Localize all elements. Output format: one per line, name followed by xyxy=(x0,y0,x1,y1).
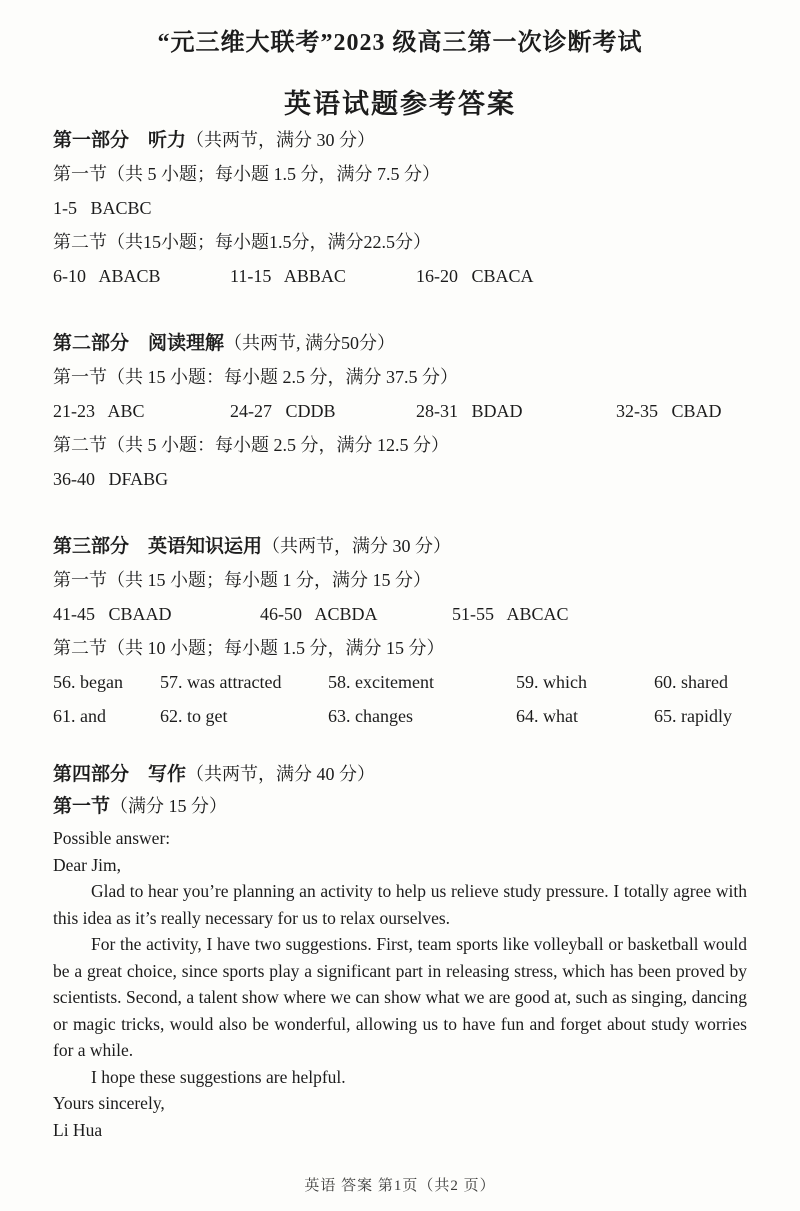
answer-item: 57. was attracted xyxy=(160,672,282,692)
answer-group: 36-40 DFABG xyxy=(53,469,169,489)
essay-signature: Li Hua xyxy=(53,1120,103,1140)
subsection-label xyxy=(53,791,747,821)
essay-closing-line: I hope these suggestions are helpful. xyxy=(91,1066,346,1087)
subsection-label-bold: 第一节 xyxy=(53,796,111,817)
section-heading-rest: （共两节，满分 30 分） xyxy=(262,536,452,556)
answer-group: 24-27 CDDB xyxy=(230,401,336,421)
section-heading xyxy=(53,529,747,563)
essay-label: Possible answer: xyxy=(53,828,171,848)
answer-group: 32-35 CBAD xyxy=(616,401,722,421)
answer-item: 63. changes xyxy=(328,706,413,726)
subsection-label-rest: （满分 15 分） xyxy=(110,796,228,816)
section-heading xyxy=(53,326,747,360)
section-heading-bold: 第一部分 听力 xyxy=(53,130,187,151)
answer-row xyxy=(53,259,747,293)
section-reading xyxy=(53,326,747,496)
subsection-label: 第二节（共15小题；每小题1.5分，满分22.5分） xyxy=(53,232,431,252)
answer-item: 59. which xyxy=(516,672,587,692)
answer-group: 51-55 ABCAC xyxy=(452,604,569,624)
answer-group: 16-20 CBACA xyxy=(416,266,534,286)
answer-item: 65. rapidly xyxy=(654,706,732,726)
subsection-label: 第一节（共 5 小题；每小题 1.5 分，满分 7.5 分） xyxy=(53,164,440,184)
answer-item: 61. and xyxy=(53,706,106,726)
section-heading-rest: （共两节，满分 40 分） xyxy=(186,764,376,784)
section-heading-rest: （共两节, 满分50分） xyxy=(224,333,396,353)
answer-group: 11-15 ABBAC xyxy=(230,266,346,286)
subsection-label: 第一节（共 15 小题；每小题 1 分，满分 15 分） xyxy=(53,570,431,590)
page-footer: 英语 答案 第1页（共2 页） xyxy=(304,1178,496,1194)
answer-group: 28-31 BDAD xyxy=(416,401,523,421)
essay-paragraph-1: Glad to hear you’re planning an activity to help us relieve study pressure. I totally agree with this idea as it’s really necessary for us to relax ourselves. xyxy=(53,881,747,928)
section-language-use xyxy=(53,529,747,733)
essay-signoff: Yours sincerely, xyxy=(53,1093,165,1113)
answer-group: 41-45 CBAAD xyxy=(53,604,172,624)
section-writing xyxy=(53,757,747,1144)
section-heading xyxy=(53,757,747,791)
answer-row xyxy=(53,462,747,496)
section-heading-bold: 第三部分 英语知识运用 xyxy=(53,536,263,557)
answer-row xyxy=(53,597,747,631)
answer-group: 46-50 ACBDA xyxy=(260,604,378,624)
essay-salutation: Dear Jim, xyxy=(53,854,122,875)
answer-group: 6-10 ABACB xyxy=(53,266,161,286)
section-listening xyxy=(53,123,747,293)
exam-title: “元三维大联考”2023 级高三第一次诊断考试 xyxy=(157,30,643,56)
subsection-label: 第二节（共 5 小题：每小题 2.5 分，满分 12.5 分） xyxy=(53,435,449,455)
answer-item: 60. shared xyxy=(654,672,728,692)
section-heading-bold: 第二部分 阅读理解 xyxy=(53,333,225,354)
essay-paragraph-2: For the activity, I have two suggestions. First, team sports like volleyball or basketball would be a great choice, since sports play a significant part in releasing stress, which has been proved by scientists. Second, a talent show where we can show what we are good at, such as singing, dancing or magic tricks, would also be wonderful, allowing us to have fun and forget about study worries for a while. xyxy=(53,934,747,1060)
subsection-label: 第一节（共 15 小题：每小题 2.5 分，满分 37.5 分） xyxy=(53,367,458,387)
answer-row xyxy=(53,699,747,733)
answer-item: 56. began xyxy=(53,672,123,692)
answer-item: 64. what xyxy=(516,706,578,726)
answer-row xyxy=(53,394,747,428)
section-heading-bold: 第四部分 写作 xyxy=(53,764,187,785)
answer-group: 21-23 ABC xyxy=(53,401,145,421)
page-title: 英语试题参考答案 xyxy=(284,89,516,119)
answer-row xyxy=(53,665,747,699)
section-heading xyxy=(53,123,747,157)
answer-row xyxy=(53,191,747,225)
section-heading-rest: （共两节，满分 30 分） xyxy=(186,130,376,150)
answer-item: 58. excitement xyxy=(328,672,434,692)
model-essay xyxy=(53,825,747,1144)
answer-group: 1-5 BACBC xyxy=(53,198,152,218)
subsection-label: 第二节（共 10 小题；每小题 1.5 分，满分 15 分） xyxy=(53,638,445,658)
answer-item: 62. to get xyxy=(160,706,228,726)
